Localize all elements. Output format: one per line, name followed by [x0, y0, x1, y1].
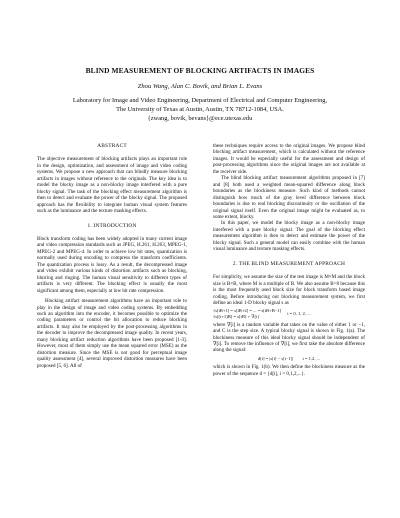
introduction-paragraph-2: Blocking artifact measurement algorithms have an important role to play in the design of image and video coding systems. By embedding such an algorithm into the encoder, it becomes possible to optimize the coding parameters or control the bit allocation to reduce blocking artifacts. It may also be employed by the post-processing algorithms in the decoder to improve the decompressed image quality. In recent years, many blocking artifact reduction algorithms have been proposed [1-3]. However, most of them simply use the mean squared error (MSE) as the distortion measure. Since the MSE is not good for perceptual image quality assessment [4], several improved distortion measures have been proposed [5, 6]. All of — [37, 298, 187, 369]
right-paragraph-3: In this paper, we model the blocky image as a non-blocky image interfered with a pure blocky signal. The goal of the blocking effect measurement algorithm is then to detect and estimate the power of the blocky signal. Such a general model can easily combine with the human visual luminance and texture masking effects. — [213, 220, 365, 253]
paper-title: BLIND MEASUREMENT OF BLOCKING ARTIFACTS IN IMAGES — [85, 66, 315, 75]
equation-1-line-1: {s[iB+1] = s[iB+2] = ... = s[iB+B−1] — [213, 308, 282, 314]
equation-1-condition: i = 0, 1, 2, ... — [287, 311, 311, 317]
section-2-heading: 2. THE BLIND MEASUREMENT APPROACH — [232, 260, 346, 267]
abstract-text: The objective measurement of blocking artifacts plays an important role in the design, optimization, and assessment of image and video coding systems. We propose a new approach that can blindly measure blocking artifacts in images without reference to the originals. The key idea is to model the blocky image as a non-blocky image interfered with a pure blocky signal. The task of the blocking effect measurement algorithm is then to detect and evaluate the power of the blocky signal. The proposed approach has the flexibility to integrate human visual system features such as the luminance and the texture masking effects. — [37, 156, 187, 215]
affiliation-email: {zwang, bovik, bevans}@ece.utexas.edu — [147, 115, 253, 122]
equation-1-line-2: {s[(i+1)B] = s[iB] + ∇[i] — [213, 314, 259, 320]
equation-2-condition: i = 1,2, ... — [302, 355, 321, 361]
right-paragraph-4: For simplicity, we assume the size of the test image is M×M and the block size is B×B, where M is a multiple of B. We also assume B=8 because this is the most frequently used block size for block transform based image coding. Before introducing our blocking measurement system, we first define an ideal 1-D blocky signal s as — [213, 274, 365, 306]
right-paragraph-5: where ∇[i] is a random variable that takes on the value of either 1 or −1, and C is the step size. A typical blocky signal is shown in Fig. 1(a). The blockiness measure of this ideal blocky signal should be independent of ∇[i]. To remove the influence of ∇[i], we first take the absolute difference along the signal: — [213, 321, 365, 354]
right-column — [213, 143, 365, 377]
right-paragraph-2: The blind blocking artifact measurement algorithms proposed in [7] and [8] both used a weighted mean-squared difference along block boundaries as the blockiness measure. Such kind of methods cannot distinguish how much of the gray level difference between block boundaries is due to real blocking discontinuity or the oscillation of the original signal itself. Even the original image might be evaluated as, to some extent, blocky. — [213, 175, 365, 220]
right-paragraph-6: which is shown in Fig. 1(b). We then define the blockiness measure as the power of the sequence d = {d[i], i = 0,1,2,...}. — [213, 364, 365, 377]
introduction-heading: 1. INTRODUCTION — [87, 222, 137, 229]
right-paragraph-1: these techniques require access to the original images. We propose blind blocking artifact measurement, which is calculated without the reference images. It would be especially useful for the assessment and design of post-processing algorithms since the original images are not available at the receiver side. — [213, 143, 365, 175]
equation-2-body: d[i] = |s[i] − s[i−1]| — [257, 355, 294, 361]
affiliation-line-2: The University of Texas at Austin, Austin, TX 78712-1084, USA. — [116, 106, 284, 113]
introduction-paragraph-1: Block transform coding has been widely adopted in many current image and video compression standards such as JPEG, H.261, H.263, MPEG-1, MPEG-2 and MPEG-4. In order to achieve low bit rates, quantization is normally used during encoding to compress the transform coefficients. The quantization process is lossy. As a result, the decompressed image and video exhibit various kinds of distortion artifacts such as blocking, blurring and ringing. The human visual sensitivity to different types of artifacts is very different. The blocking effect is usually the most significant among them, especially at low bit rate compression. — [37, 235, 187, 294]
abstract-heading: ABSTRACT — [97, 143, 127, 149]
equation-1 — [213, 308, 365, 319]
affiliation-line-1: Laboratory for Image and Video Engineering, Department of Electrical and Computer Engineering, — [72, 97, 328, 104]
left-column — [37, 143, 187, 369]
equation-2 — [213, 356, 365, 362]
paper-authors: Zhou Wang, Alan C. Bovik, and Brian L. Evans — [137, 83, 263, 90]
